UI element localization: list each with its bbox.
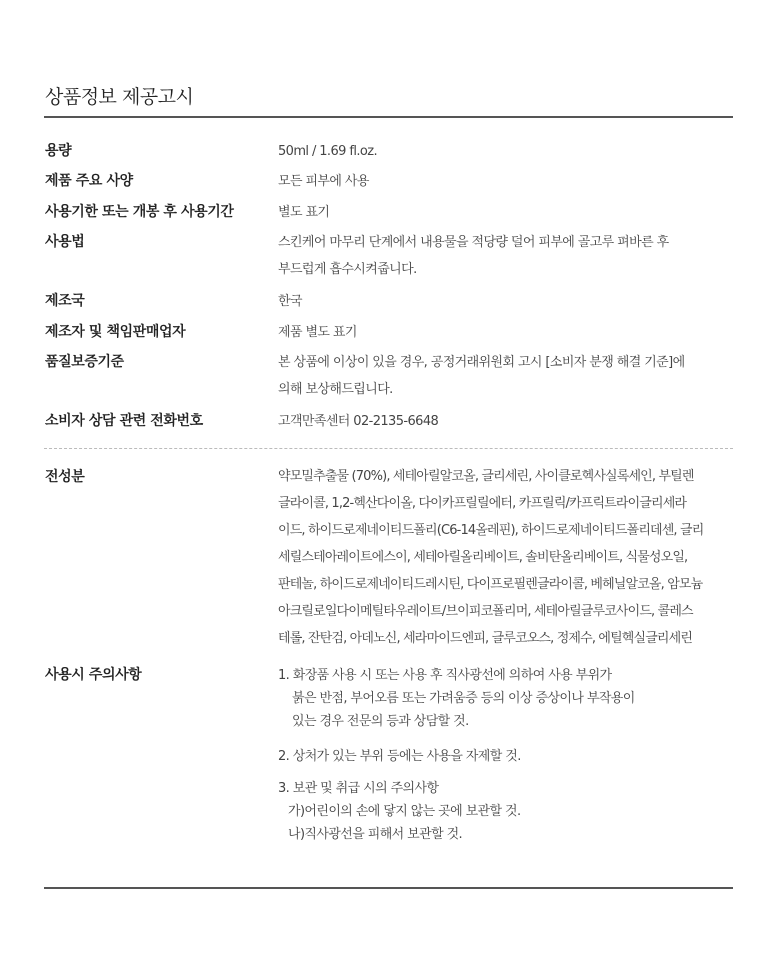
- ingredient-line: 이드, 하이드로제네이티드폴리(C6-14올레핀), 하이드로제네이티드폴리데센, 글리: [278, 523, 704, 538]
- value-line: 의해 보상해드립니다.: [278, 382, 393, 397]
- row-value: [278, 168, 734, 195]
- value-line: 제품 별도 표기: [278, 325, 357, 340]
- top-divider: [44, 116, 733, 118]
- ingredient-line: 판테놀, 하이드로제네이티드레시틴, 다이프로필렌글라이콜, 베헤닐알코올, 암모늄: [278, 577, 703, 592]
- ingredients-list: [278, 463, 734, 652]
- caution-line: 3. 보관 및 취급 시의 주의사항: [278, 781, 439, 796]
- row-label: 품질보증기준: [45, 354, 124, 370]
- ingredient-line: 테롤, 잔탄검, 아데노신, 세라마이드엔피, 글루코오스, 정제수, 에틸헥실글리세린: [278, 631, 693, 646]
- caution-item: [278, 664, 734, 733]
- bottom-divider: [44, 887, 733, 889]
- row-value: [278, 288, 734, 315]
- row-value: [278, 138, 734, 165]
- caution-list: [278, 664, 734, 874]
- row-label: 사용기한 또는 개봉 후 사용기간: [45, 204, 234, 220]
- caution-line: 붉은 반점, 부어오름 또는 가려움증 등의 이상 증상이나 부작용이: [292, 691, 635, 706]
- caution-line: 가)어린이의 손에 닿지 않는 곳에 보관할 것.: [288, 804, 521, 819]
- ingredients-label: 전성분: [45, 469, 85, 485]
- ingredient-line: 세릴스테아레이트에스이, 세테아릴올리베이트, 솔비탄올리베이트, 식물성오일,: [278, 550, 688, 565]
- caution-line: 나)직사광선을 피해서 보관할 것.: [288, 827, 463, 842]
- row-label: 사용법: [45, 234, 85, 250]
- caution-line: 1. 화장품 사용 시 또는 사용 후 직사광선에 의하여 사용 부위가: [278, 668, 612, 683]
- caution-line: 있는 경우 전문의 등과 상담할 것.: [292, 714, 469, 729]
- row-value: [278, 229, 734, 283]
- row-value: [278, 199, 734, 226]
- row-label: 제조자 및 책임판매업자: [45, 324, 186, 340]
- ingredient-line: 약모밀추출물 (70%), 세테아릴알코올, 글리세린, 사이클로헥사실록세인, 부틸렌: [278, 469, 694, 484]
- value-line: 부드럽게 흡수시켜줍니다.: [278, 262, 417, 277]
- value-line: 별도 표기: [278, 205, 330, 220]
- value-line: 한국: [278, 294, 302, 309]
- ingredient-line: 아크릴로일다이메틸타우레이트/브이피코폴리머, 세테아릴글루코사이드, 콜레스: [278, 604, 693, 619]
- value-line: 모든 피부에 사용: [278, 174, 369, 189]
- row-label: 소비자 상담 관련 전화번호: [45, 413, 203, 429]
- value-line: 고객만족센터 02-2135-6648: [278, 414, 439, 429]
- row-value: [278, 319, 734, 346]
- value-line: 본 상품에 이상이 있을 경우, 공정거래위원회 고시 [소비자 분쟁 해결 기준]에: [278, 355, 685, 370]
- ingredient-line: 글라이콜, 1,2-헥산다이올, 다이카프릴릴에터, 카프릴릭/카프릭트라이글리세라: [278, 496, 687, 511]
- section-divider: [44, 448, 733, 449]
- caution-label: 사용시 주의사항: [45, 667, 142, 683]
- row-value: [278, 349, 734, 403]
- value-line: 스킨케어 마무리 단계에서 내용물을 적당량 덜어 피부에 골고루 펴바른 후: [278, 235, 669, 250]
- value-line: 50ml / 1.69 fl.oz.: [278, 144, 377, 159]
- row-value: [278, 408, 734, 435]
- caution-item: [278, 745, 734, 768]
- row-label: 제조국: [45, 293, 85, 309]
- page-title: 상품정보 제공고시: [45, 86, 194, 108]
- row-label: 제품 주요 사양: [45, 173, 133, 189]
- caution-item: [278, 777, 734, 846]
- caution-line: 2. 상처가 있는 부위 등에는 사용을 자제할 것.: [278, 749, 521, 764]
- row-label: 용량: [45, 143, 72, 159]
